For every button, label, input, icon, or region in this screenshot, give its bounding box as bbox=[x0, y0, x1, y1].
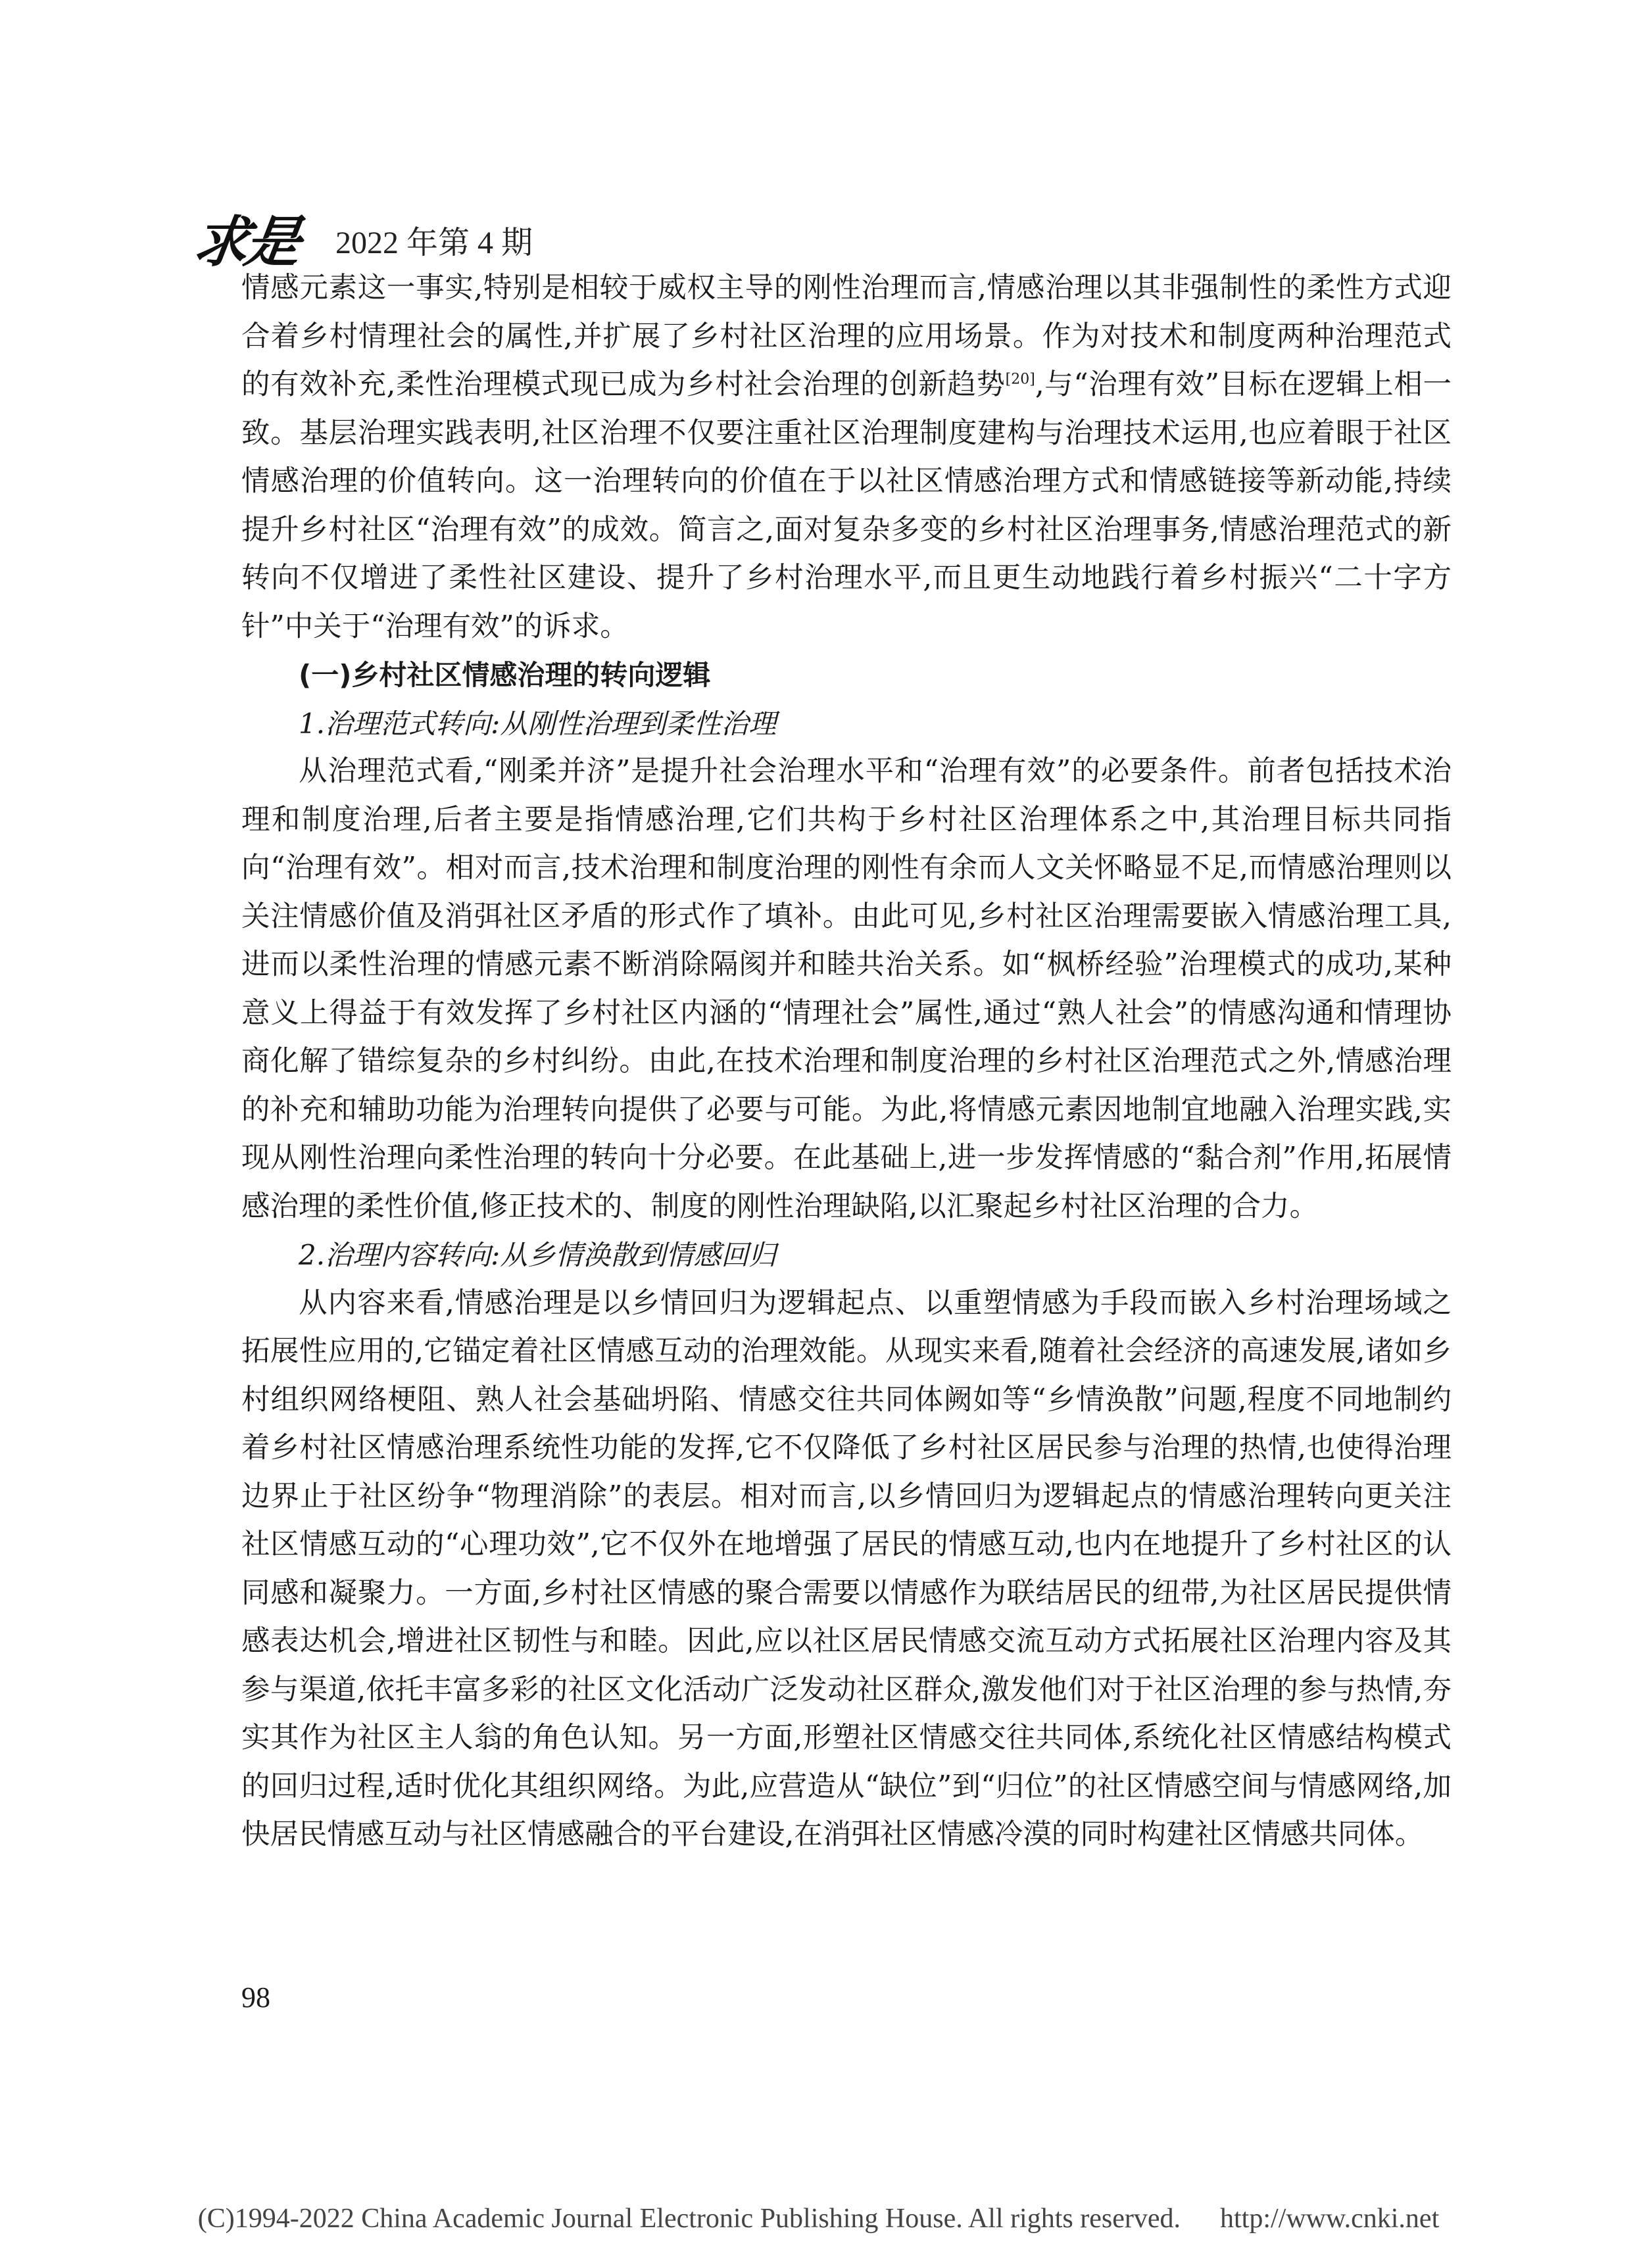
paragraph-3: 从内容来看,情感治理是以乡情回归为逻辑起点、以重塑情感为手段而嵌入乡村治理场域之拓展性应用的,它锚定着社区情感互动的治理效能。从现实来看,随着社会经济的高速发展,诸如乡村组织网络梗阻、熟人社会基础坍陷、情感交往共同体阙如等“乡情涣散”问题,程度不同地制约着乡村社区情感治理系统性功能的发挥,它不仅降低了乡村社区居民参与治理的热情,也使得治理边界止于社区纷争“物理消除”的表层。相对而言,以乡情回归为逻辑起点的情感治理转向更关注社区情感互动的“心理功效”,它不仅外在地增强了居民的情感互动,也内在地提升了乡村社区的认同感和凝聚力。一方面,乡村社区情感的聚合需要以情感作为联结居民的纽带,为社区居民提供情感表达机会,增进社区韧性与和睦。因此,应以社区居民情感交流互动方式拓展社区治理内容及其参与渠道,依托丰富多彩的社区文化活动广泛发动社区群众,激发他们对于社区治理的参与热情,夯实其作为社区主人翁的角色认知。另一方面,形塑社区情感交往共同体,系统化社区情感结构模式的回归过程,适时优化其组织网络。为此,应营造从“缺位”到“归位”的社区情感空间与情感网络,加快居民情感互动与社区情感融合的平台建设,在消弭社区情感冷漠的同时构建社区情感共同体。 bbox=[241, 1286, 1452, 1851]
article-body bbox=[241, 264, 1452, 1860]
page-number: 98 bbox=[241, 1981, 270, 2014]
issue-label: 2022 年第 4 期 bbox=[335, 226, 533, 260]
copyright-text: (C)1994-2022 China Academic Journal Electronic Publishing House. All rights reserved. bbox=[197, 2204, 1181, 2234]
paragraph-1-tail: ,与“治理有效”目标在逻辑上相一致。基层治理实践表明,社区治理不仅要注重社区治理制度建构与治理技术运用,也应着眼于社区情感治理的价值转向。这一治理转向的价值在于以社区情感治理方式和情感链接等新动能,持续提升乡村社区“治理有效”的成效。简言之,面对复杂多变的乡村社区治理事务,情感治理范式的新转向不仅增进了柔性社区建设、提升了乡村治理水平,而且更生动地践行着乡村振兴“二十字方针”中关于“治理有效”的诉求。 bbox=[241, 368, 1452, 643]
footer-url: http://www.cnki.net bbox=[1220, 2204, 1440, 2234]
copyright-footer bbox=[0, 2199, 1637, 2238]
journal-masthead-logo: 求是 bbox=[189, 209, 302, 274]
citation-ref: [20] bbox=[1005, 371, 1035, 388]
paragraph-2: 从治理范式看,“刚柔并济”是提升社会治理水平和“治理有效”的必要条件。前者包括技术治理和制度治理,后者主要是指情感治理,它们共构于乡村社区治理体系之中,其治理目标共同指向“治理有效”。相对而言,技术治理和制度治理的刚性有余而人文关怀略显不足,而情感治理则以关注情感价值及消弭社区矛盾的形式作了填补。由此可见,乡村社区治理需要嵌入情感治理工具,进而以柔性治理的情感元素不断消除隔阂并和睦共治关系。如“枫桥经验”治理模式的成功,某种意义上得益于有效发挥了乡村社区内涵的“情理社会”属性,通过“熟人社会”的情感沟通和情理协商化解了错综复杂的乡村纠纷。由此,在技术治理和制度治理的乡村社区治理范式之外,情感治理的补充和辅助功能为治理转向提供了必要与可能。为此,将情感元素因地制宜地融入治理实践,实现从刚性治理向柔性治理的转向十分必要。在此基础上,进一步发挥情感的“黏合剂”作用,拓展情感治理的柔性价值,修正技术的、制度的刚性治理缺陷,以汇聚起乡村社区治理的合力。 bbox=[241, 755, 1452, 1223]
section-heading: (一)乡村社区情感治理的转向逻辑 bbox=[299, 659, 711, 691]
subsection-heading-2: 2.治理内容转向:从乡情涣散到情感回归 bbox=[299, 1239, 777, 1271]
paragraph-1 bbox=[241, 264, 1452, 651]
paragraph-1-text: 情感元素这一事实,特别是相较于威权主导的刚性治理而言,情感治理以其非强制性的柔性方式迎合着乡村情理社会的属性,并扩展了乡村社区治理的应用场景。作为对技术和制度两种治理范式的有效补充,柔性治理模式现已成为乡村社会治理的创新趋势 bbox=[241, 272, 1452, 401]
subsection-heading-1: 1.治理范式转向:从刚性治理到柔性治理 bbox=[299, 707, 777, 740]
